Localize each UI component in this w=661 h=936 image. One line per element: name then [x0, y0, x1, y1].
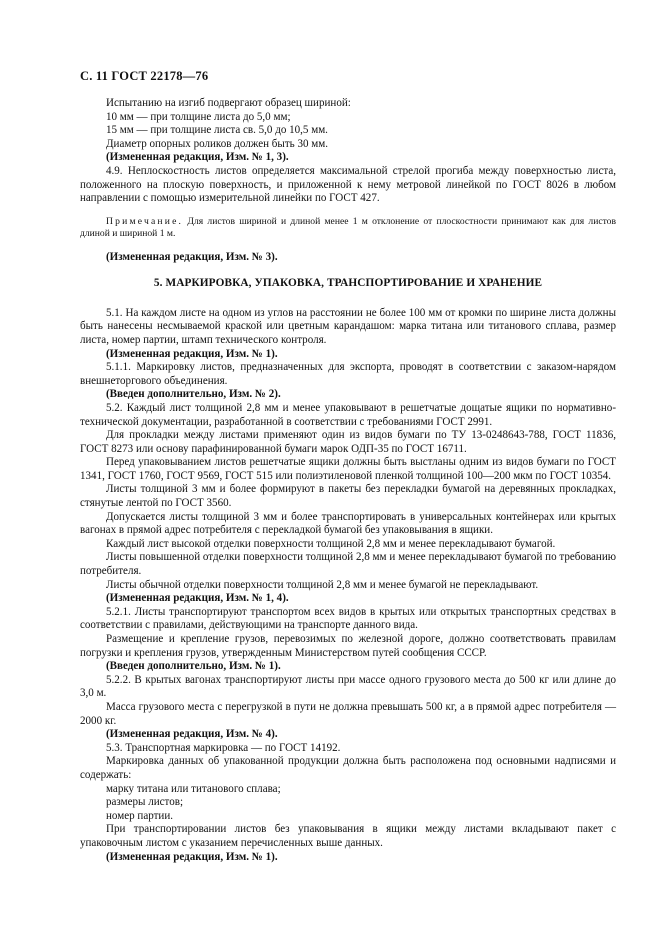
paragraph: 4.9. Неплоскостность листов определяется максимальной стрелой прогиба между поверхностью листа, положенного на плоскую поверхность, и приложенной к нему метровой линейкой по ГОСТ 8026 в любом направлении с помощью измерительной линейки по ГОСТ 427.	[80, 164, 616, 205]
page-header: С. 11 ГОСТ 22178—76	[80, 69, 209, 83]
paragraph: номер партии.	[106, 809, 174, 822]
amendment-note: (Измененная редакция, Изм. № 4).	[106, 728, 278, 741]
note-text: Для листов шириной и длиной менее 1 м отклонение от плоскостности принимают как для листов длиной и шириной 1 м.	[80, 215, 616, 240]
paragraph: Допускается листы толщиной 3 мм и более транспортировать в универсальных контейнерах или крытых вагонах в прямой адрес потребителя с перекладкой бумагой без упаковывания в ящики.	[80, 510, 616, 537]
note-label: Примечание.	[106, 215, 184, 227]
amendment-note: (Измененная редакция, Изм. № 1, 3).	[106, 151, 289, 164]
paragraph: 5.2.1. Листы транспортируют транспортом всех видов в крытых или открытых транспортных средствах в соответствии с правилами, действующими на транспорте данного вида.	[80, 605, 616, 632]
paragraph: Масса грузового места с перегрузкой в пути не должна превышать 500 кг, а в прямой адрес потребителя — 2000 кг.	[80, 700, 616, 727]
paragraph: Листы повышенной отделки поверхности толщиной 2,8 мм и менее перекладывают бумагой по требованию потребителя.	[80, 551, 616, 578]
paragraph: марку титана или титанового сплава;	[106, 782, 281, 795]
paragraph: Маркировка данных об упакованной продукции должна быть расположена под основными надписями и содержать:	[80, 755, 616, 781]
paragraph: Листы толщиной 3 мм и более формируют в пакеты без перекладки бумагой на деревянных прокладках, стянутые лентой по ГОСТ 3560.	[80, 483, 616, 510]
paragraph: Перед упаковыванием листов решетчатые ящики должны быть выстланы одним из видов бумаги по ГОСТ 1341, ГОСТ 1760, ГОСТ 9569, ГОСТ 515 или полиэтиленовой пленкой толщиной 100—200 мкм по ГОСТ 10354.	[80, 456, 616, 482]
paragraph: 5.1.1. Маркировку листов, предназначенных для экспорта, проводят в соответствии с заказом-нарядом внешнеторгового объединения.	[80, 361, 616, 387]
paragraph: Каждый лист высокой отделки поверхности толщиной 2,8 мм и менее перекладывают бумагой.	[106, 537, 556, 550]
paragraph: 5.3. Транспортная маркировка — по ГОСТ 14192.	[106, 741, 341, 754]
document-body	[80, 97, 616, 864]
paragraph: Размещение и крепление грузов, перевозимых по железной дороге, должно соответствовать правилам погрузки и крепления грузов, утвержденным Министерством путей сообщения СССР.	[80, 633, 616, 659]
paragraph: Диаметр опорных роликов должен быть 30 мм.	[106, 137, 329, 150]
amendment-note: (Введен дополнительно, Изм. № 1).	[106, 660, 281, 673]
amendment-note: (Измененная редакция, Изм. № 1, 4).	[106, 592, 289, 605]
paragraph: 5.2.2. В крытых вагонах транспортируют листы при массе одного грузового места до 500 кг или длине до 3,0 м.	[80, 673, 616, 700]
amendment-note: (Измененная редакция, Изм. № 1).	[106, 347, 278, 360]
paragraph: 10 мм — при толщине листа до 5,0 мм;	[106, 110, 291, 123]
paragraph: Для прокладки между листами применяют один из видов бумаги по ТУ 13-0248643-788, ГОСТ 11836, ГОСТ 8273 или основу парафинированной бумаги марок ОДП-35 по ГОСТ 16711.	[80, 429, 616, 455]
amendment-note: (Введен дополнительно, Изм. № 2).	[106, 388, 281, 401]
paragraph: 5.1. На каждом листе на одном из углов на расстоянии не более 100 мм от кромки по ширине листа должны быть нанесены несмываемой краской или цветным карандашом: марка титана или титанового сплава, размер листа, номер партии, штамп технического контроля.	[80, 306, 616, 346]
paragraph: 5.2. Каждый лист толщиной 2,8 мм и менее упаковывают в решетчатые дощатые ящики по нормативно-технической документации, разработанной в соответствии с требованиями ГОСТ 2991.	[80, 401, 616, 428]
paragraph: размеры листов;	[106, 796, 184, 809]
paragraph: При транспортировании листов без упаковывания в ящики между листами вкладывают пакет с упаковочным листом с указанием перечисленных выше данных.	[80, 823, 616, 849]
note-paragraph	[80, 216, 616, 241]
paragraph: Листы обычной отделки поверхности толщиной 2,8 мм и менее бумагой не перекладывают.	[106, 578, 539, 591]
amendment-note: (Измененная редакция, Изм. № 1).	[106, 850, 278, 863]
paragraph: Испытанию на изгиб подвергают образец шириной:	[106, 97, 351, 109]
paragraph: 15 мм — при толщине листа св. 5,0 до 10,5 мм.	[106, 124, 328, 137]
amendment-note: (Измененная редакция, Изм. № 3).	[106, 250, 278, 263]
section-title: 5. МАРКИРОВКА, УПАКОВКА, ТРАНСПОРТИРОВАНИЕ И ХРАНЕНИЕ	[153, 277, 543, 290]
